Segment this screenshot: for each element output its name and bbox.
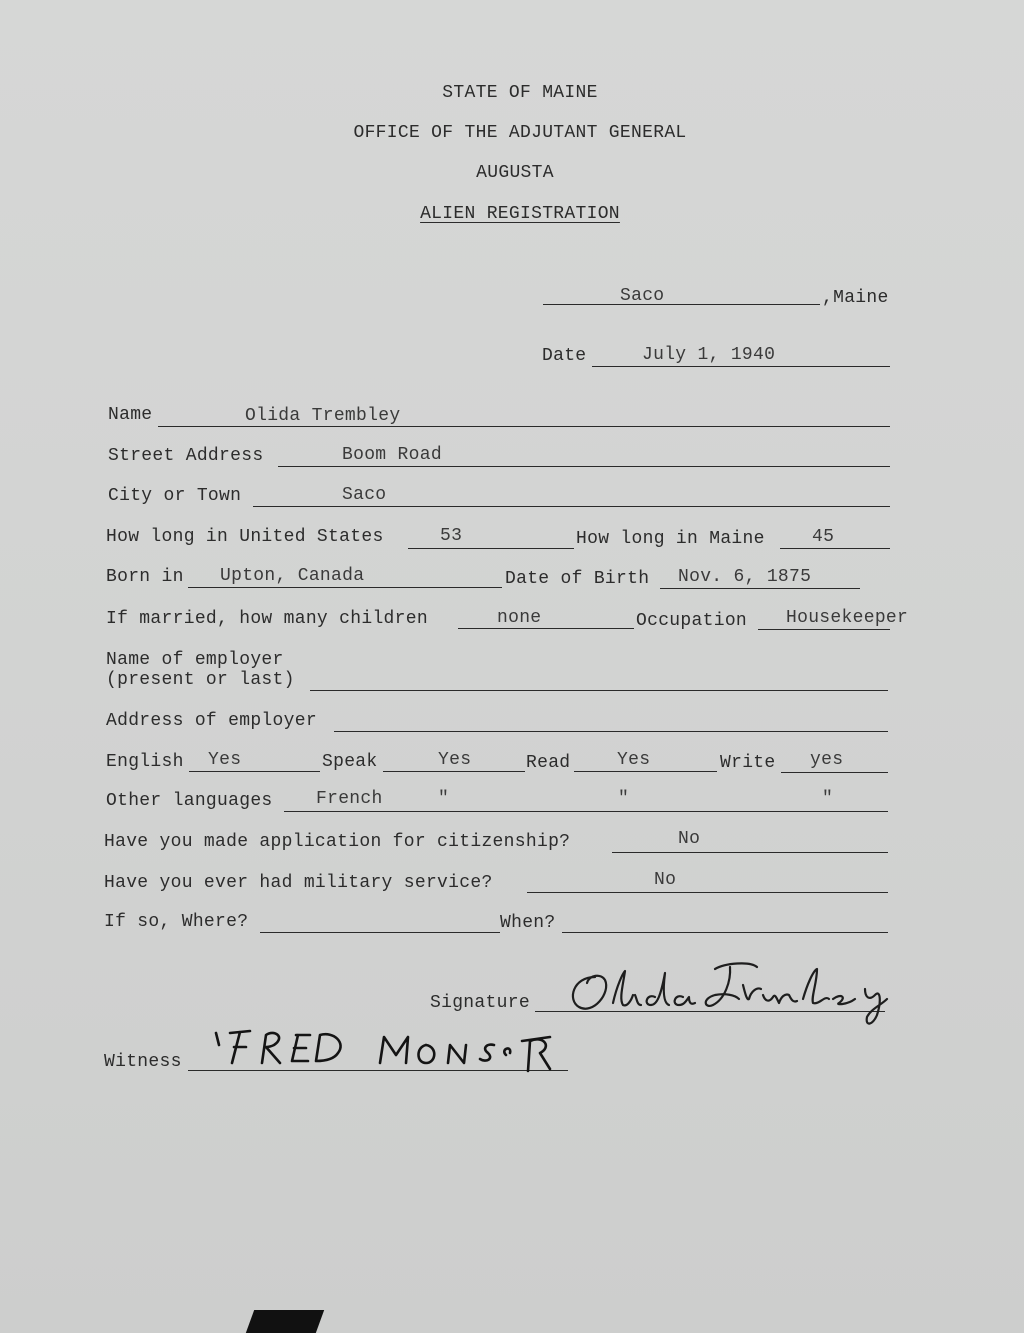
street-value: Boom Road — [342, 445, 442, 465]
citizenship-label: Have you made application for citizenship? — [104, 832, 571, 852]
read-label: Read — [526, 753, 571, 773]
dob-label: Date of Birth — [505, 569, 650, 589]
us-years-label: How long in United States — [106, 527, 384, 547]
employer-label-2: (present or last) — [106, 670, 295, 690]
born-in-line — [188, 587, 502, 588]
us-years-value: 53 — [440, 526, 463, 546]
employer-label-1: Name of employer — [106, 650, 284, 670]
maine-years-line — [780, 548, 890, 549]
name-line — [158, 426, 890, 427]
write-label: Write — [720, 753, 776, 773]
maine-years-label: How long in Maine — [576, 529, 765, 549]
date-value: July 1, 1940 — [642, 345, 776, 365]
city-label: City or Town — [108, 486, 242, 506]
military-value: No — [654, 870, 677, 890]
city-value: Saco — [342, 485, 387, 505]
where-label: If so, Where? — [104, 912, 249, 932]
ditto-mark-speak: " — [438, 789, 450, 809]
signature-label: Signature — [430, 993, 530, 1013]
when-line — [562, 932, 888, 933]
where-line — [260, 932, 500, 933]
read-line — [574, 771, 717, 772]
speak-label: Speak — [322, 752, 378, 772]
witness-handwriting — [210, 1023, 590, 1088]
other-languages-line — [284, 811, 888, 812]
read-value: Yes — [617, 750, 651, 770]
location-state: ,Maine — [822, 288, 889, 308]
city-line — [253, 506, 890, 507]
citizenship-value: No — [678, 829, 701, 849]
write-line — [781, 772, 888, 773]
location-line — [543, 304, 820, 305]
date-line — [592, 366, 890, 367]
other-languages-label: Other languages — [106, 791, 273, 811]
when-label: When? — [500, 913, 556, 933]
location-town: Saco — [620, 286, 665, 306]
write-value: yes — [810, 750, 844, 770]
born-in-value: Upton, Canada — [220, 566, 365, 586]
english-line — [189, 771, 320, 772]
street-line — [278, 466, 890, 467]
employer-line — [310, 690, 888, 691]
maine-years-value: 45 — [812, 527, 835, 547]
employer-address-line — [334, 731, 888, 732]
english-value: Yes — [208, 750, 242, 770]
witness-label: Witness — [104, 1052, 182, 1072]
children-label: If married, how many children — [106, 609, 428, 629]
occupation-value: Housekeeper — [786, 608, 909, 628]
military-line — [527, 892, 888, 893]
ditto-mark-read: " — [618, 789, 630, 809]
us-years-line — [408, 548, 574, 549]
signature-handwriting — [565, 955, 945, 1040]
english-label: English — [106, 752, 184, 772]
other-languages-value: French — [316, 789, 383, 809]
binding-clip — [246, 1310, 324, 1333]
street-label: Street Address — [108, 446, 264, 466]
born-in-label: Born in — [106, 567, 184, 587]
citizenship-line — [612, 852, 888, 853]
header-state: STATE OF MAINE — [442, 83, 598, 103]
occupation-label: Occupation — [636, 611, 748, 631]
name-label: Name — [108, 405, 153, 425]
military-label: Have you ever had military service? — [104, 873, 493, 893]
speak-line — [383, 771, 525, 772]
ditto-mark-write: " — [822, 789, 834, 809]
name-value: Olida Trembley — [245, 406, 401, 426]
occupation-line — [758, 629, 890, 630]
date-label: Date — [542, 346, 587, 366]
form-title: ALIEN REGISTRATION — [420, 204, 620, 224]
children-value: none — [497, 608, 542, 628]
header-city: AUGUSTA — [476, 163, 554, 183]
dob-value: Nov. 6, 1875 — [678, 567, 812, 587]
children-line — [458, 628, 634, 629]
speak-value: Yes — [438, 750, 472, 770]
header-office: OFFICE OF THE ADJUTANT GENERAL — [353, 123, 687, 143]
dob-line — [660, 588, 860, 589]
employer-address-label: Address of employer — [106, 711, 317, 731]
